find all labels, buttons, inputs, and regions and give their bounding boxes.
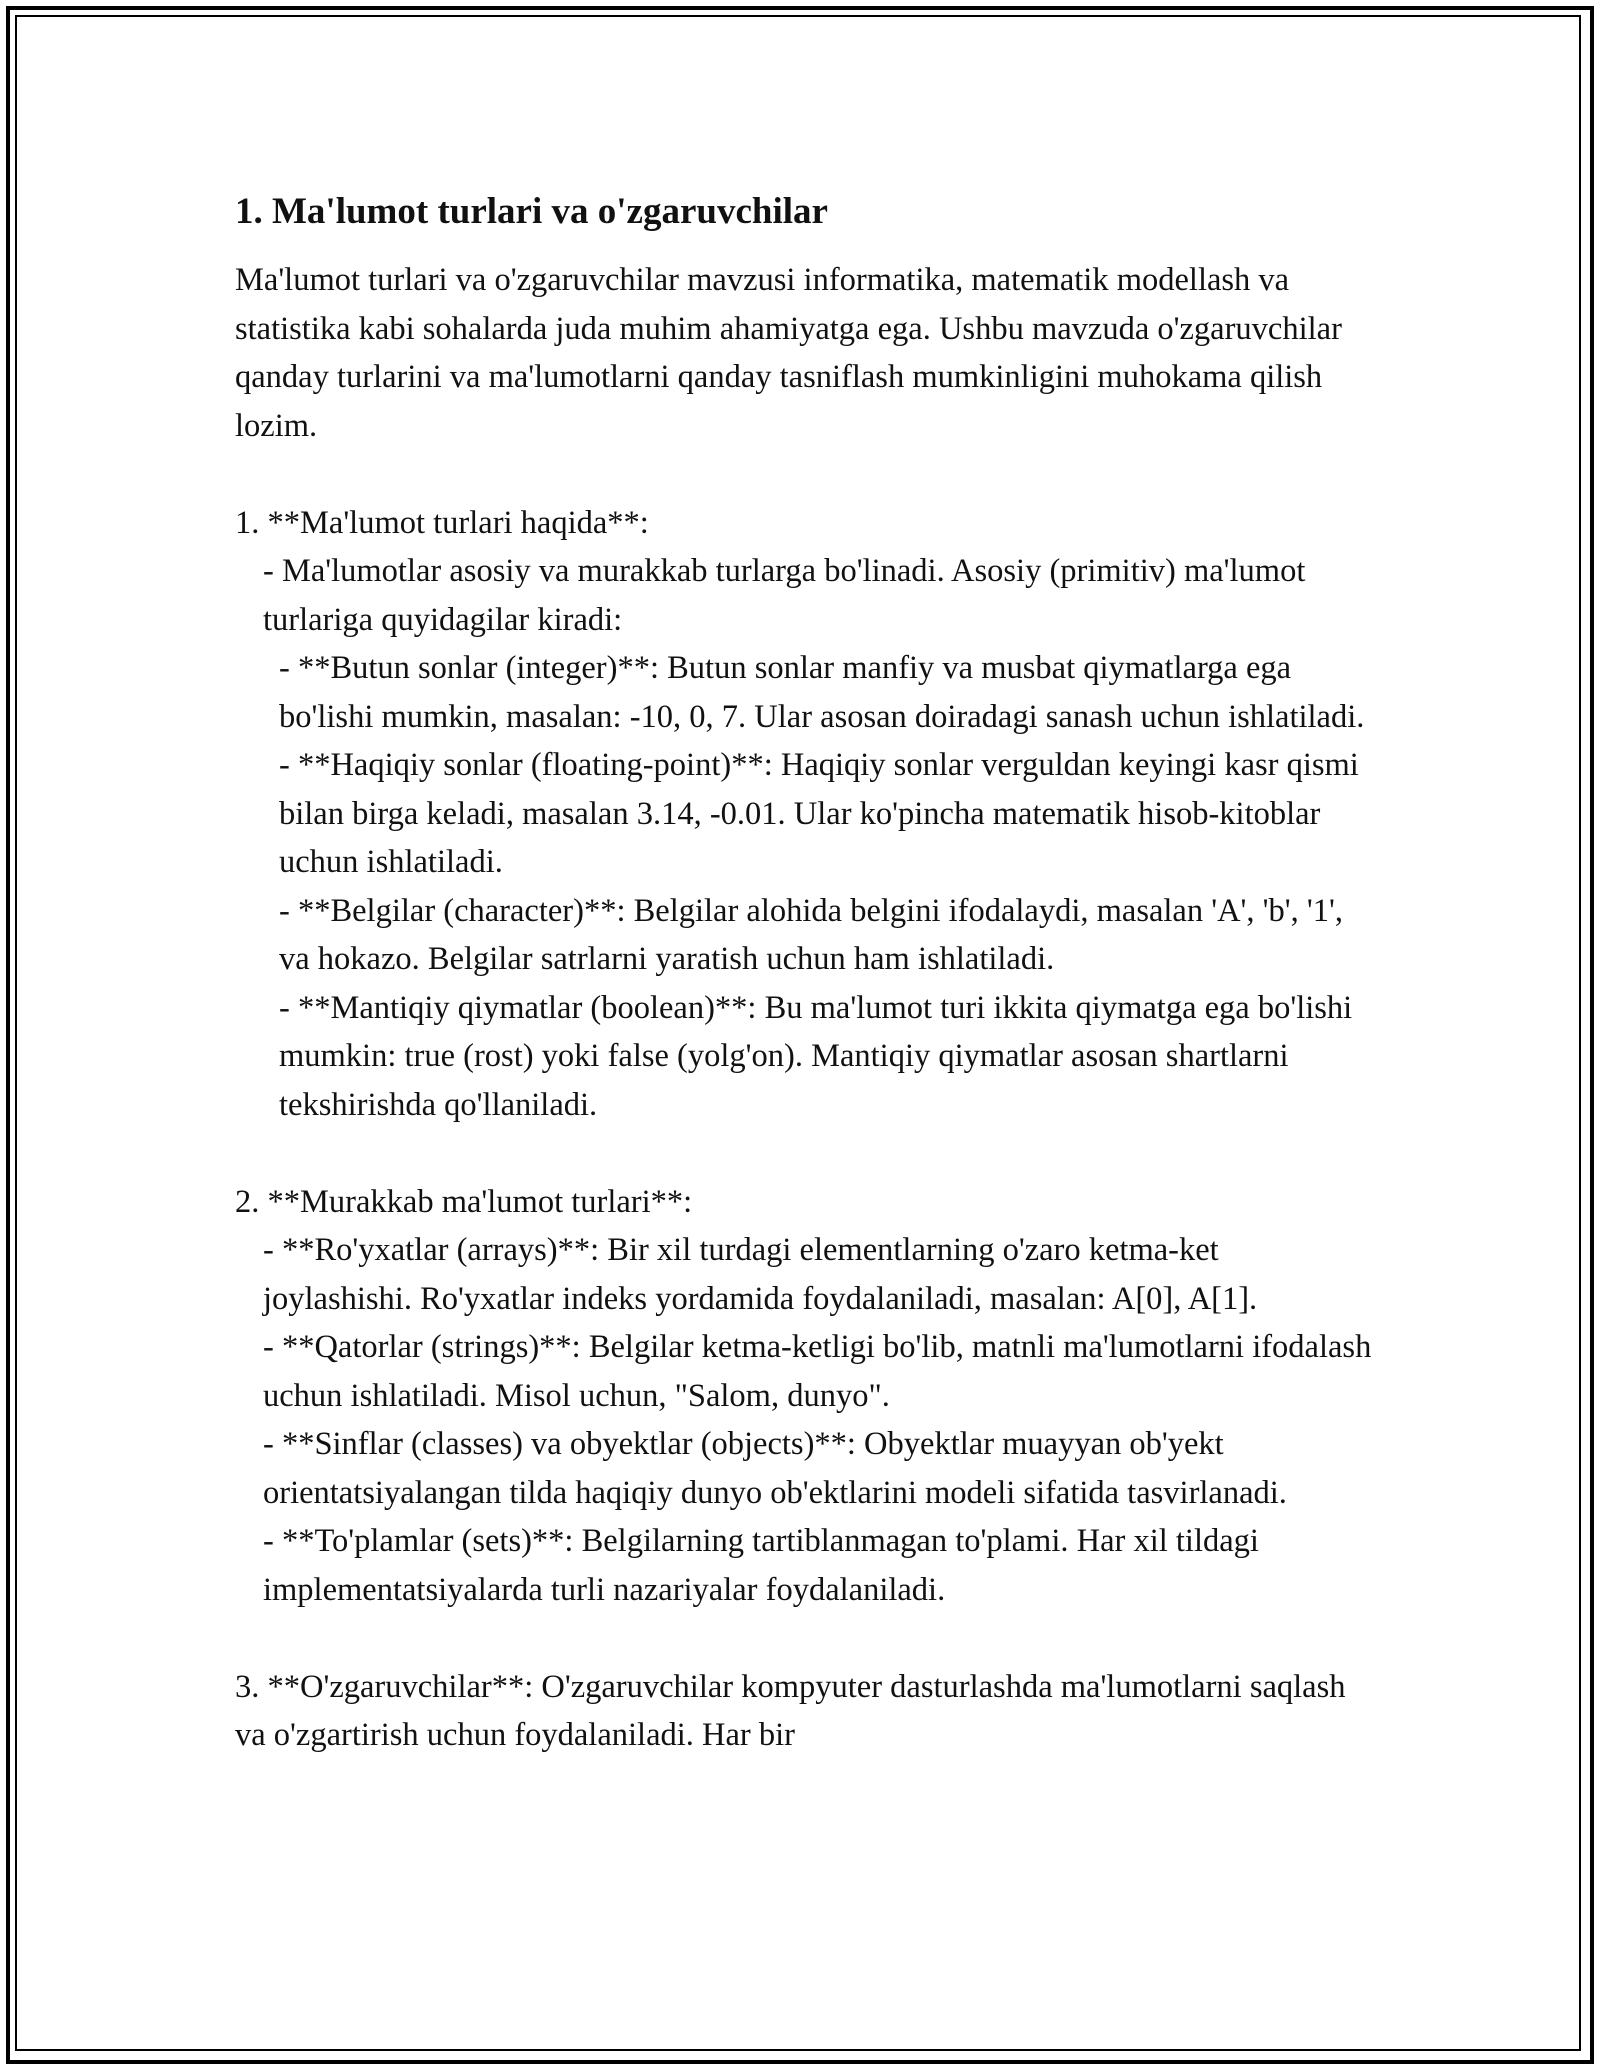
list-item-character: - **Belgilar (character)**: Belgilar alohida belgini ifodalaydi, masalan 'A', 'b', '1', va hokazo. Belgilar satrlarni yaratish uchun ham ishlatiladi. [279, 892, 1352, 977]
section1-lead: - Ma'lumotlar asosiy va murakkab turlarga bo'linadi. Asosiy (primitiv) ma'lumot turlariga quyidagilar kiradi: [263, 553, 1314, 638]
intro-paragraph: Ma'lumot turlari va o'zgaruvchilar mavzusi informatika, matematik modellash va statistika kabi sohalarda juda muhim ahamiyatga ega. Ushbu mavzuda o'zgaruvchilar qanday turlarini va ma'lumotlarni qanday tasniflash mumkinligini muhokama qilish lozim. [235, 262, 1351, 444]
paragraph-gap [235, 1129, 1375, 1178]
list-item-sets: - **To'plamlar (sets)**: Belgilarning tartiblanmagan to'plami. Har xil tildagi implementatsiyalarda turli nazariyalar foydalaniladi. [263, 1523, 1268, 1608]
section3-paragraph: 3. **O'zgaruvchilar**: O'zgaruvchilar kompyuter dasturlashda ma'lumotlarni saqlash va o'zgartirish uchun foydalaniladi. Har bir [235, 1668, 1354, 1753]
section2-heading: 2. **Murakkab ma'lumot turlari**: [235, 1183, 693, 1220]
paragraph-gap [235, 1614, 1375, 1663]
list-item-strings: - **Qatorlar (strings)**: Belgilar ketma-ketligi bo'lib, matnli ma'lumotlarni ifodalash uchun ishlatiladi. Misol uchun, "Salom, dunyo". [263, 1329, 1380, 1414]
list-item-arrays: - **Ro'yxatlar (arrays)**: Bir xil turdagi elementlarning o'zaro ketma-ket joylashishi. Ro'yxatlar indeks yordamida foydalaniladi, masalan: A[0], A[1]. [263, 1232, 1258, 1317]
list-item-float: - **Haqiqiy sonlar (floating-point)**: Haqiqiy sonlar verguldan keyingi kasr qismi bilan birga keladi, masalan 3.14, -0.01. Ular ko'pincha matematik hisob-kitoblar uchun ishlatiladi. [279, 747, 1367, 880]
list-item-classes: - **Sinflar (classes) va obyektlar (objects)**: Obyektlar muayyan ob'yekt orientatsiyalangan tilda haqiqiy dunyo ob'ektlarini modeli sifatida tasvirlanadi. [263, 1426, 1287, 1511]
paragraph-gap [235, 450, 1375, 499]
list-item-boolean: - **Mantiqiy qiymatlar (boolean)**: Bu ma'lumot turi ikkita qiymatga ega bo'lishi mumkin: true (rost) yoki false (yolg'on). Mantiqiy qiymatlar asosan shartlarni tekshirishda qo'llaniladi. [279, 989, 1361, 1123]
list-item-integer: - **Butun sonlar (integer)**: Butun sonlar manfiy va musbat qiymatlarga ega bo'lishi mumkin, masalan: -10, 0, 7. Ular asosan doiradagi sanash uchun ishlatiladi. [279, 650, 1365, 735]
document-body [235, 188, 1380, 1760]
section1-heading: 1. **Ma'lumot turlari haqida**: [235, 504, 649, 541]
document-title: 1. Ma'lumot turlari va o'zgaruvchilar [235, 191, 828, 232]
